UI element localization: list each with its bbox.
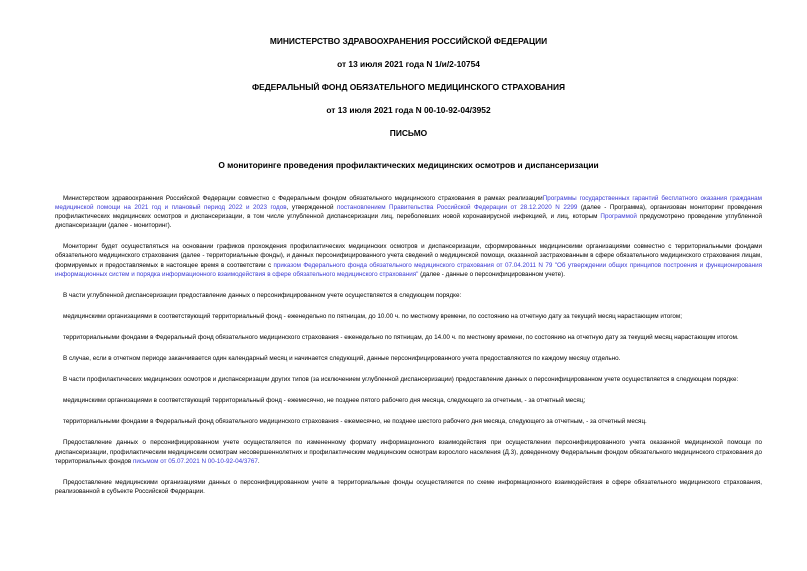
paragraph-9: территориальными фондами в Федеральный фонд обязательного медицинского страхования - ежемесячно, не позднее шестого рабочего дня месяца, следующего за отчетным, - за отчетный месяц. (63, 418, 647, 426)
paragraph-10 (55, 438, 762, 465)
link-ffoms-order[interactable]: приказом Федерального фонда обязательного медицинского страхования от 07.04.2011 N 79 "Об утверждении общих принципов построения и функционирования информационных систем и порядка информационного взаимодействия в сфере обязательного медицинского страхования" (55, 261, 763, 278)
paragraph-10-text-b: . (257, 457, 260, 465)
paragraph-3: В части углубленной диспансеризации предоставление данных о персонифицированном учете осуществляется в следующем порядке: (63, 291, 462, 299)
paragraph-2-text-b: (далее - данные о персонифицированном учете). (418, 270, 565, 278)
paragraph-8: медицинскими организациями в соответствующий территориальный фонд - ежемесячно, не позднее пятого рабочего дня месяца, следующего за отчетным, - за отчетный месяц; (63, 397, 586, 405)
paragraph-4: медицинскими организациями в соответствующий территориальный фонд - еженедельно по пятницам, до 10.00 ч. по местному времени, по состоянию на отчетную дату за текущий месяц нарастающим итогом; (63, 312, 682, 320)
link-government-decree[interactable]: постановлением Правительства Российской Федерации от 28.12.2020 N 2299 (337, 204, 578, 212)
paragraph-6: В случае, если в отчетном периоде заканчивается один календарный месяц и начинается следующий, данные персонифицированного учета предоставляются по каждому месяцу отдельно. (63, 355, 621, 363)
paragraph-11: Предоставление медицинскими организациями данных о персонифицированном учете в территориальные фонды осуществляется по схеме информационного взаимодействия в сфере обязательного медицинского страхования, реализованной в субъекте Российской Федерации. (55, 478, 762, 495)
paragraph-1-text-c: (далее - Программа), организован мониторинг проведения профилактических медицинских осмотров и диспансеризации, в том числе углубленной диспансеризации лиц, переболевших новой коронавирусной инфекцией, и лиц, которым (55, 204, 763, 221)
document-title: О мониторинге проведения профилактических медицинских осмотров и диспансеризации (218, 160, 599, 170)
paragraph-5: территориальными фондами в Федеральный фонд обязательного медицинского страхования - еженедельно по пятницам, до 14.00 ч. по местному времени, по состоянию на отчетную дату за текущий месяц нарастающим итогом. (63, 333, 739, 341)
fund-name: ФЕДЕРАЛЬНЫЙ ФОНД ОБЯЗАТЕЛЬНОГО МЕДИЦИНСКОГО СТРАХОВАНИЯ (251, 82, 566, 92)
paragraph-2 (55, 242, 762, 278)
fund-date: от 13 июля 2021 года N 00-10-92-04/3952 (326, 105, 491, 115)
link-program[interactable]: Программы государственных гарантий бесплатного оказания гражданам медицинской помощи на 2021 год и плановый период 2022 и 2023 годов (55, 195, 762, 212)
ministry-name: МИНИСТЕРСТВО ЗДРАВООХРАНЕНИЯ РОССИЙСКОЙ ФЕДЕРАЦИИ (269, 36, 548, 46)
paragraph-7: В части профилактических медицинских осмотров и диспансеризации других типов (за исключением углубленной диспансеризации) предоставление данных о персонифицированном учете осуществляется в следующем порядке: (63, 376, 739, 384)
paragraph-1-text-b: , утвержденной (286, 204, 337, 212)
paragraph-1 (55, 194, 762, 230)
ministry-date: от 13 июля 2021 года N 1/и/2-10754 (337, 59, 480, 69)
document-type: ПИСЬМО (389, 128, 428, 138)
paragraph-10-text-a: Предоставление данных о персонифицированном учете осуществляется по измененному формату информационного взаимодействия при осуществлении персонифицированного учета оказанной медицинской помощи по диспансеризации, профилактическим медицинским осмотрам несовершеннолетних и профилактическим медицинским осмотрам взрослого населения (Д.3), доведенному Федеральным фондом обязательного медицинского страхования до территориальных фондов (55, 439, 762, 465)
paragraph-1-text-d: предусмотрено проведение углубленной диспансеризации (далее - мониторинг). (55, 213, 762, 230)
paragraph-2-text-a: Мониторинг будет осуществляться на основании графиков прохождения профилактических медицинских осмотров и диспансеризации, сформированных медицинскими организациями совместно с территориальными фондами обязательного медицинского страхования (далее - территориальные фонды), и данных персонифицированного учета сведений о медицинской помощи, оказанной застрахованным в сфере обязательного медицинского страхования лицам, формируемых и предоставляемых в настоящее время в соответствии с (55, 243, 762, 269)
paragraph-1-text-a: Министерством здравоохранения Российской Федерации совместно с Федеральным фондом обязательного медицинского страхования в рамках реализации (63, 195, 543, 202)
link-program-short[interactable]: Программой (600, 213, 637, 221)
link-letter[interactable]: письмом от 05.07.2021 N 00-10-92-04/3767 (132, 457, 258, 465)
